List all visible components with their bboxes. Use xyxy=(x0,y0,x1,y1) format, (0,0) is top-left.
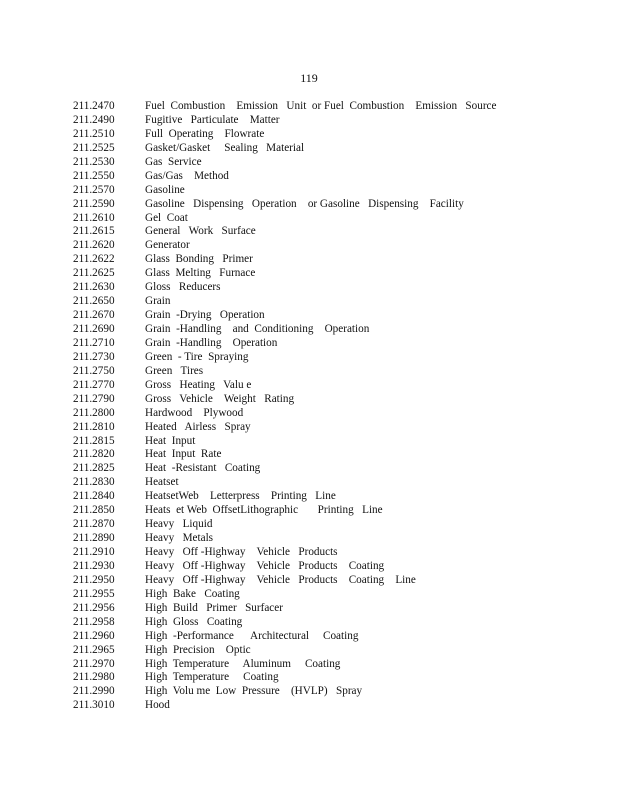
defined-term: Glass Bonding Primer xyxy=(145,253,253,266)
defined-term: Full Operating Flowrate xyxy=(145,127,265,140)
list-item xyxy=(73,114,497,128)
defined-term: Heat Input xyxy=(145,434,196,447)
defined-term: Gas Service xyxy=(145,155,202,168)
list-item xyxy=(73,407,497,421)
section-number: 211.2820 xyxy=(73,448,115,461)
section-number: 211.2800 xyxy=(73,406,115,419)
section-number: 211.2510 xyxy=(73,127,115,140)
section-number: 211.2965 xyxy=(73,643,115,656)
defined-term: General Work Surface xyxy=(145,225,256,238)
list-item xyxy=(73,365,497,379)
defined-term: Gas/Gas Method xyxy=(145,169,229,182)
defined-term: High Volu me Low Pressure (HVLP) Spray xyxy=(145,685,363,698)
defined-term: Grain -Handling and Conditioning Operation xyxy=(145,323,370,335)
list-item xyxy=(73,212,497,226)
defined-term: Glass Melting Furnace xyxy=(145,267,256,280)
list-item xyxy=(73,644,497,658)
defined-term: Heatset xyxy=(145,476,179,489)
section-number: 211.2470 xyxy=(73,100,115,112)
list-item xyxy=(73,699,497,713)
list-item xyxy=(73,630,497,644)
section-number: 211.2956 xyxy=(73,601,115,614)
defined-term: High Temperature Aluminum Coating xyxy=(145,657,341,670)
list-item xyxy=(73,658,497,672)
defined-term: High Build Primer Surfacer xyxy=(145,601,283,614)
list-item xyxy=(73,337,497,351)
section-number: 211.2690 xyxy=(73,323,115,335)
section-number: 211.2610 xyxy=(73,211,115,224)
list-item xyxy=(73,267,497,281)
defined-term: Gel Coat xyxy=(145,211,188,224)
section-number: 211.2870 xyxy=(73,518,115,531)
list-item xyxy=(73,588,497,602)
section-number: 211.2650 xyxy=(73,295,115,308)
list-item xyxy=(73,518,497,532)
section-number: 211.2930 xyxy=(73,559,115,572)
list-item xyxy=(73,323,497,337)
list-item xyxy=(73,421,497,435)
defined-term: Heats et Web OffsetLithographic Printing Line xyxy=(145,504,383,517)
defined-term: Fuel Combustion Emission Unit or Fuel Combustion Emission Source xyxy=(145,100,497,112)
list-item xyxy=(73,351,497,365)
list-item xyxy=(73,295,497,309)
list-item xyxy=(73,142,497,156)
list-item xyxy=(73,574,497,588)
section-number: 211.2825 xyxy=(73,462,115,475)
section-number: 211.2710 xyxy=(73,336,115,349)
defined-term: Heavy Off -Highway Vehicle Products Coating Line xyxy=(145,573,416,586)
list-item xyxy=(73,170,497,184)
section-number: 211.2960 xyxy=(73,629,115,642)
section-number: 211.2525 xyxy=(73,141,115,154)
section-number: 211.2810 xyxy=(73,420,115,433)
defined-term: Hood xyxy=(145,699,170,712)
defined-term: Gasoline xyxy=(145,183,185,196)
section-number: 211.2890 xyxy=(73,532,115,545)
list-item xyxy=(73,435,497,449)
defined-term: Heated Airless Spray xyxy=(145,420,251,433)
section-number: 211.2670 xyxy=(73,309,115,322)
list-item xyxy=(73,490,497,504)
list-item xyxy=(73,504,497,518)
defined-term: Gross Heating Valu e xyxy=(145,378,252,391)
definitions-list xyxy=(73,100,497,713)
list-item xyxy=(73,239,497,253)
list-item xyxy=(73,560,497,574)
list-item xyxy=(73,309,497,323)
defined-term: Heavy Off -Highway Vehicle Products xyxy=(145,546,338,558)
defined-term: Generator xyxy=(145,239,190,252)
section-number: 211.2850 xyxy=(73,504,115,517)
defined-term: High Gloss Coating xyxy=(145,615,243,628)
list-item xyxy=(73,100,497,114)
defined-term: High Bake Coating xyxy=(145,587,240,600)
section-number: 211.2815 xyxy=(73,434,115,447)
defined-term: Gloss Reducers xyxy=(145,281,221,294)
section-number: 211.2530 xyxy=(73,155,115,168)
list-item xyxy=(73,198,497,212)
list-item xyxy=(73,281,497,295)
list-item xyxy=(73,671,497,685)
section-number: 211.2625 xyxy=(73,267,115,280)
defined-term: Heavy Metals xyxy=(145,532,214,545)
list-item xyxy=(73,393,497,407)
list-item xyxy=(73,462,497,476)
section-number: 211.2970 xyxy=(73,657,115,670)
section-number: 211.2622 xyxy=(73,253,115,266)
list-item xyxy=(73,225,497,239)
section-number: 211.2550 xyxy=(73,169,115,182)
defined-term: Gasket/Gasket Sealing Material xyxy=(145,141,305,154)
defined-term: Green Tires xyxy=(145,364,204,377)
section-number: 211.2750 xyxy=(73,364,115,377)
list-item xyxy=(73,184,497,198)
section-number: 211.2955 xyxy=(73,587,115,600)
section-number: 211.2950 xyxy=(73,573,115,586)
defined-term: Fugitive Particulate Matter xyxy=(145,113,280,126)
section-number: 211.2770 xyxy=(73,378,115,391)
section-number: 211.2570 xyxy=(73,183,115,196)
list-item xyxy=(73,602,497,616)
section-number: 211.2620 xyxy=(73,239,115,252)
defined-term: Heavy Off -Highway Vehicle Products Coating xyxy=(145,559,385,572)
list-item xyxy=(73,546,497,560)
defined-term: Gross Vehicle Weight Rating xyxy=(145,392,295,405)
section-number: 211.2830 xyxy=(73,476,115,489)
list-item xyxy=(73,532,497,546)
defined-term: Gasoline Dispensing Operation or Gasoline Dispensing Facility xyxy=(145,197,464,210)
section-number: 211.3010 xyxy=(73,699,115,712)
section-number: 211.2730 xyxy=(73,350,115,363)
list-item xyxy=(73,685,497,699)
section-number: 211.2980 xyxy=(73,671,115,684)
list-item xyxy=(73,156,497,170)
list-item xyxy=(73,476,497,490)
defined-term: Grain -Handling Operation xyxy=(145,336,278,349)
list-item xyxy=(73,379,497,393)
page-number: 119 xyxy=(300,71,318,85)
section-number: 211.2630 xyxy=(73,281,115,294)
section-number: 211.2490 xyxy=(73,113,115,126)
list-item xyxy=(73,616,497,630)
list-item xyxy=(73,128,497,142)
defined-term: Hardwood Plywood xyxy=(145,406,244,419)
list-item xyxy=(73,448,497,462)
section-number: 211.2990 xyxy=(73,685,115,698)
defined-term: Grain -Drying Operation xyxy=(145,309,265,322)
defined-term: Green - Tire Spraying xyxy=(145,350,249,363)
defined-term: Grain xyxy=(145,295,171,308)
section-number: 211.2615 xyxy=(73,225,115,238)
list-item xyxy=(73,253,497,267)
defined-term: HeatsetWeb Letterpress Printing Line xyxy=(145,490,336,503)
defined-term: High Temperature Coating xyxy=(145,671,279,684)
defined-term: Heavy Liquid xyxy=(145,518,213,531)
defined-term: High Precision Optic xyxy=(145,643,251,656)
section-number: 211.2840 xyxy=(73,490,115,503)
defined-term: Heat -Resistant Coating xyxy=(145,462,261,475)
defined-term: Heat Input Rate xyxy=(145,448,222,461)
defined-term: High -Performance Architectural Coating xyxy=(145,629,359,642)
section-number: 211.2958 xyxy=(73,615,115,628)
section-number: 211.2590 xyxy=(73,197,115,210)
section-number: 211.2910 xyxy=(73,546,115,558)
section-number: 211.2790 xyxy=(73,392,115,405)
